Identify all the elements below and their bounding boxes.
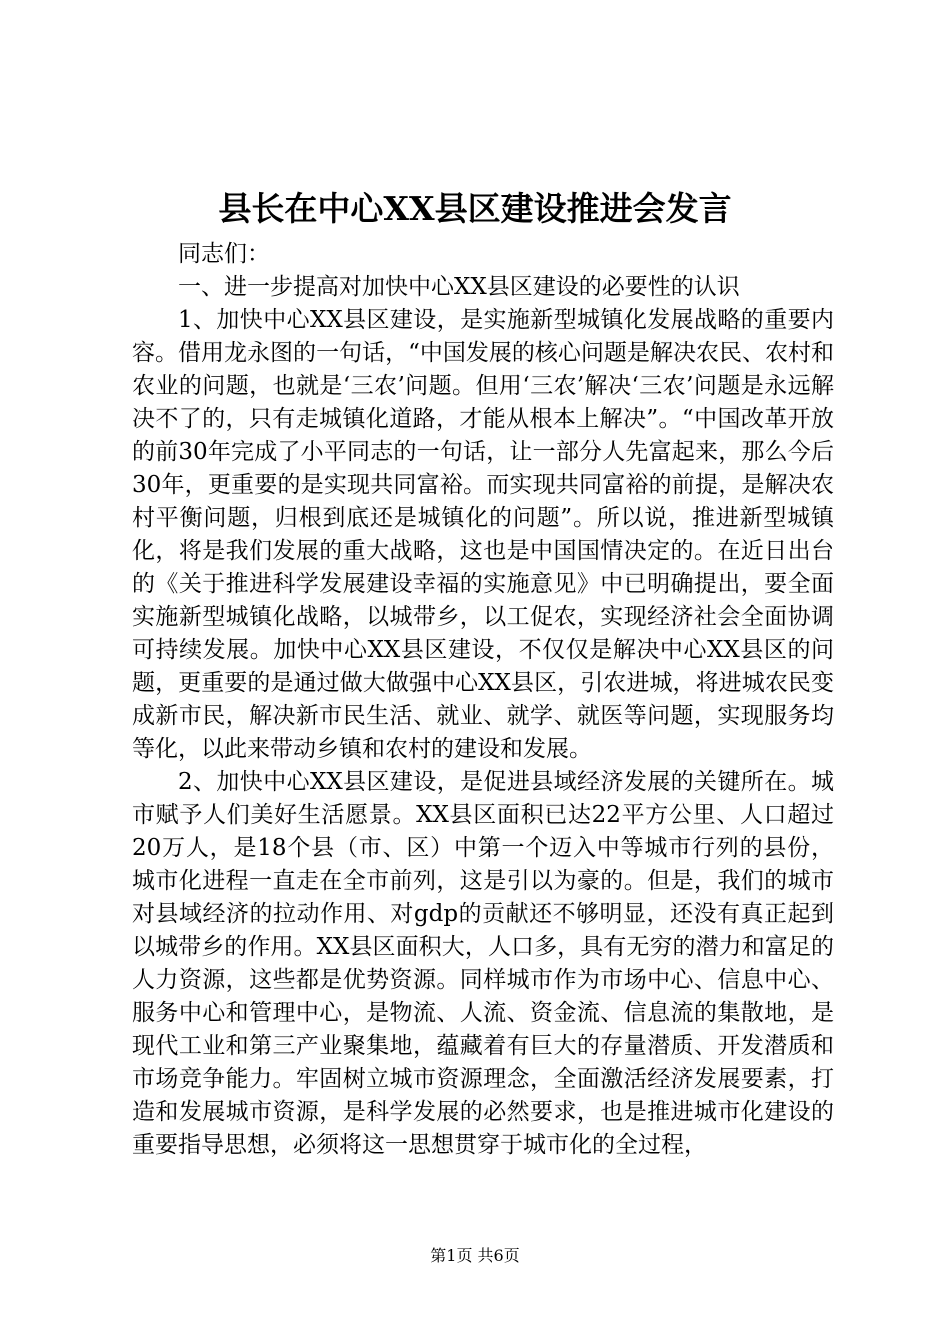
greeting: 同志们： bbox=[178, 241, 270, 267]
paragraph-2: 2、加快中心XX县区建设，是促进县域经济发展的关键所在。城市赋予人们美好生活愿景。XX县区面积已达22平方公里、人口超过20万人，是18个县（市、区）中第一个迈入中等城市行列的县份，城市化进程一直走在全市前列，这是引以为豪的。但是，我们的城市对县域经济的拉动作用、对gdp的贡献还不够明显，还没有真正起到以城带乡的作用。XX县区面积大，人口多，具有无穷的潜力和富足的人力资源，这些都是优势资源。同样城市作为市场中心、信息中心、服务中心和管理中心，是物流、人流、资金流、信息流的集散地，是现代工业和第三产业聚集地，蕴藏着有巨大的存量潜质、开发潜质和市场竞争能力。牢固树立城市资源理念，全面激活经济发展要素，打造和发展城市资源，是科学发展的必然要求，也是推进城市化建设的重要指导思想，必须将这一思想贯穿于城市化的全过程， bbox=[132, 769, 834, 1158]
document-title: 县长在中心XX县区建设推进会发言 bbox=[218, 189, 732, 228]
page-footer: 第1页 共6页 bbox=[430, 1246, 520, 1265]
section-heading: 一、进一步提高对加快中心XX县区建设的必要性的认识 bbox=[178, 274, 740, 300]
document-body bbox=[132, 238, 834, 1162]
paragraph-1: 1、加快中心XX县区建设，是实施新型城镇化发展战略的重要内容。借用龙永图的一句话，“中国发展的核心问题是解决农民、农村和农业的问题，也就是‘三农’问题。但用‘三农’解决‘三农’问题是永远解决不了的，只有走城镇化道路，才能从根本上解决”。“中国改革开放的前30年完成了小平同志的一句话，让一部分人先富起来，那么今后30年，更重要的是实现共同富裕。而实现共同富裕的前提，是解决农村平衡问题，归根到底还是城镇化的问题”。所以说，推进新型城镇化，将是我们发展的重大战略，这也是中国国情决定的。在近日出台的《关于推进科学发展建设幸福的实施意见》中已明确提出，要全面实施新型城镇化战略，以城带乡，以工促农，实现经济社会全面协调可持续发展。加快中心XX县区建设，不仅仅是解决中心XX县区的问题，更重要的是通过做大做强中心XX县区，引农进城，将进城农民变成新市民，解决新市民生活、就业、就学、就医等问题，实现服务均等化，以此来带动乡镇和农村的建设和发展。 bbox=[132, 307, 834, 762]
